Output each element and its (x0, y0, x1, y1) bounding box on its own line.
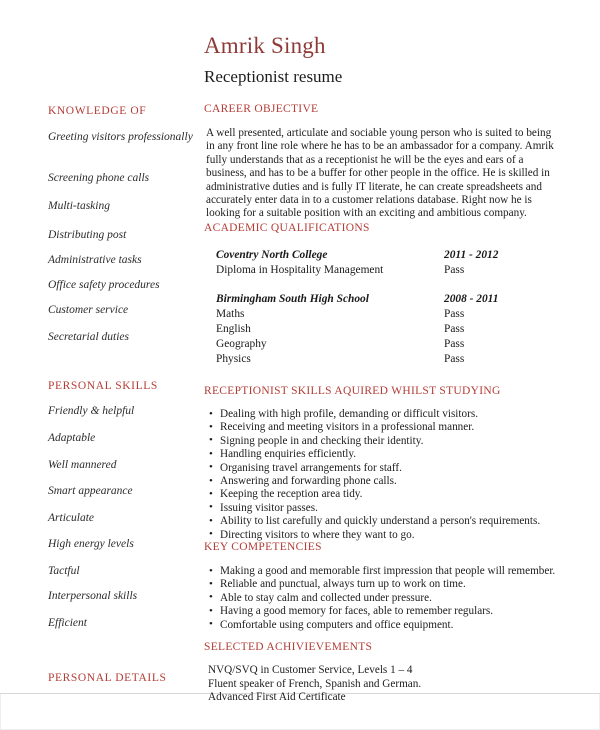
education-course-row (216, 352, 600, 367)
education-course-row (216, 337, 600, 352)
sidebar-personal-skill-item: Interpersonal skills (48, 590, 138, 602)
education-course-result: Pass (444, 308, 465, 320)
key-competency-item: • Comfortable using computers and office equipment. (208, 619, 596, 632)
candidate-name: Amrik Singh (204, 33, 326, 58)
sidebar-knowledge-item: Screening phone calls (48, 172, 150, 184)
sidebar-personal-skill-item: Articulate (48, 512, 94, 524)
main-column (204, 0, 600, 704)
sidebar-personal-skill-item: Efficient (48, 617, 87, 629)
key-competency-item: • Having a good memory for faces, able to remember regulars. (208, 605, 596, 618)
receptionist-skills-list (208, 408, 596, 542)
sidebar-knowledge-item: Distributing post (48, 229, 127, 241)
receptionist-skill-item: • Issuing visitor passes. (208, 502, 596, 515)
sidebar-personal-skill-item: Well mannered (48, 459, 117, 471)
section-heading-key-competencies: KEY COMPETENCIES (204, 541, 322, 553)
education-course-name: Physics (216, 353, 251, 365)
education-entry (216, 291, 600, 367)
receptionist-skill-item: • Signing people in and checking their identity. (208, 435, 596, 448)
sidebar-heading-personal-details: PERSONAL DETAILS (48, 672, 167, 684)
receptionist-skill-item: • Organising travel arrangements for staff. (208, 462, 596, 475)
education-institution: Birmingham South High School (216, 293, 369, 305)
achievement-item: NVQ/SVQ in Customer Service, Levels 1 – 4 (208, 664, 413, 676)
key-competency-item: • Making a good and memorable first impression that people will remember. (208, 565, 596, 578)
sidebar (0, 0, 196, 694)
receptionist-skill-item: • Dealing with high profile, demanding or difficult visitors. (208, 408, 596, 421)
receptionist-skill-item: • Directing visitors to where they want to go. (208, 529, 596, 542)
receptionist-skill-item: • Answering and forwarding phone calls. (208, 475, 596, 488)
sidebar-knowledge-item: Greeting visitors professionally (48, 131, 193, 143)
section-heading-receptionist-skills: RECEPTIONIST SKILLS AQUIRED WHILST STUDYING (204, 385, 501, 397)
education-course-row (216, 322, 600, 337)
sidebar-knowledge-item: Customer service (48, 304, 129, 316)
education-course-row (216, 307, 600, 322)
sidebar-knowledge-item: Secretarial duties (48, 331, 130, 343)
sidebar-personal-skill-item: Tactful (48, 565, 80, 577)
education-header-row (216, 291, 600, 307)
key-competency-item: • Reliable and punctual, always turn up to work on time. (208, 578, 596, 591)
sidebar-personal-skill-item: Smart appearance (48, 485, 133, 497)
sidebar-heading-personal-skills: PERSONAL SKILLS (48, 380, 158, 392)
education-course-name: Geography (216, 338, 267, 350)
sidebar-personal-skill-item: Friendly & helpful (48, 405, 135, 417)
sidebar-personal-skill-item: Adaptable (48, 432, 96, 444)
receptionist-skill-item: • Keeping the reception area tidy. (208, 488, 596, 501)
sidebar-heading-knowledge: KNOWLEDGE OF (48, 105, 147, 117)
achievement-item: Advanced First Aid Certificate (208, 691, 346, 704)
education-entry (216, 247, 600, 278)
sidebar-knowledge-item: Administrative tasks (48, 254, 142, 266)
sidebar-knowledge-item: Multi-tasking (48, 200, 110, 212)
achievement-item: Fluent speaker of French, Spanish and German. (208, 677, 422, 690)
section-heading-academic-qualifications: ACADEMIC QUALIFICATIONS (204, 222, 370, 234)
section-heading-career-objective: CAREER OBJECTIVE (204, 103, 319, 115)
section-heading-selected-achievements: SELECTED ACHIVIEVEMENTS (204, 641, 373, 653)
receptionist-skill-item: • Ability to list carefully and quickly understand a person's requirements. (208, 515, 596, 528)
selected-achievements-list (208, 664, 596, 705)
education-course-result: Pass (444, 353, 465, 365)
receptionist-skill-item: • Handling enquiries efficiently. (208, 448, 596, 461)
key-competencies-list (208, 565, 596, 632)
education-course-row (216, 263, 600, 278)
receptionist-skill-item: • Receiving and meeting visitors in a professional manner. (208, 421, 596, 434)
education-course-result: Pass (444, 264, 465, 276)
education-course-result: Pass (444, 338, 465, 350)
education-institution: Coventry North College (216, 249, 328, 261)
education-dates: 2008 - 2011 (444, 293, 499, 305)
education-dates: 2011 - 2012 (444, 249, 499, 261)
career-objective-text: A well presented, articulate and sociable young person who is suited to being in any front line role where he has to be an ambassador for a company. Amrik fully understands that as a receptionist he will be the eyes and ears of a business, and has to be a buffer for other people in the office. He is skilled in administrative duties and is fully IT literate, he can create spreadsheets and accurately enter data in to a customer relations database. Right now he is looking for a suitable position with an exciting and ambitious company. (206, 127, 554, 220)
resume-subtitle: Receptionist resume (204, 67, 343, 86)
education-header-row (216, 247, 600, 263)
education-course-result: Pass (444, 323, 465, 335)
education-course-name: Maths (216, 308, 245, 320)
sidebar-personal-skill-item: High energy levels (48, 538, 134, 550)
education-course-name: English (216, 323, 251, 335)
education-course-name: Diploma in Hospitality Management (216, 264, 384, 276)
key-competency-item: • Able to stay calm and collected under pressure. (208, 592, 596, 605)
sidebar-knowledge-item: Office safety procedures (48, 279, 160, 291)
